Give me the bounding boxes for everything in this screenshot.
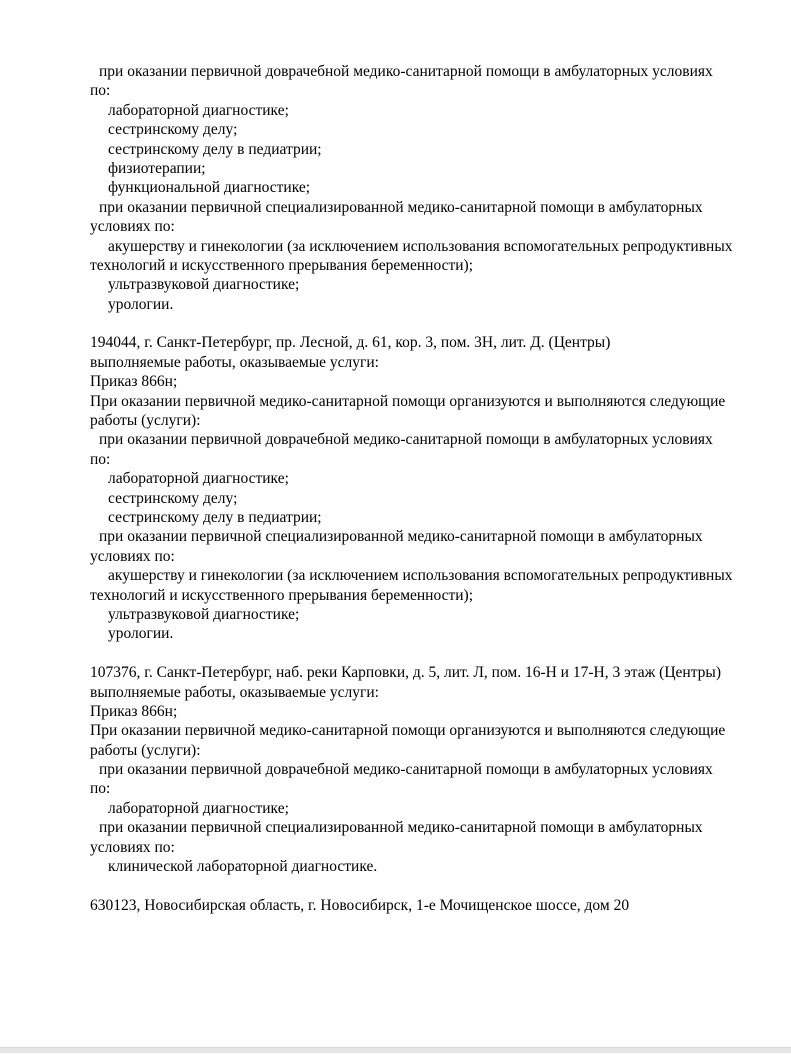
document-line: по: — [90, 450, 111, 468]
document-line: при оказании первичной доврачебной медико-санитарной помощи в амбулаторных условиях — [99, 63, 713, 80]
document-line: при оказании первичной специализированной медико-санитарной помощи в амбулаторных — [99, 528, 703, 546]
document-line: работы (услуги): — [90, 741, 201, 759]
document-line: при оказании первичной специализированной медико-санитарной помощи в амбулаторных — [99, 198, 703, 216]
location-107376-block — [90, 663, 770, 876]
document-line: клинической лабораторной диагностике. — [108, 858, 378, 876]
document-page — [90, 62, 770, 915]
document-line: урологии. — [108, 625, 174, 643]
document-line: сестринскому делу в педиатрии; — [108, 508, 322, 526]
page-bottom-divider — [0, 1047, 791, 1053]
document-line: При оказании первичной медико-санитарной помощи организуются и выполняются следующие — [90, 722, 726, 740]
document-line: 107376, г. Санкт-Петербург, наб. реки Карповки, д. 5, лит. Л, пом. 16-Н и 17-Н, 3 этаж (Центры) — [90, 664, 721, 682]
document-line: при оказании первичной доврачебной медико-санитарной помощи в амбулаторных условиях — [99, 761, 713, 779]
document-line: сестринскому делу; — [108, 489, 238, 507]
document-line: физиотерапии; — [108, 159, 206, 177]
document-line: При оказании первичной медико-санитарной помощи организуются и выполняются следующие — [90, 392, 726, 410]
location-194044-block — [90, 333, 770, 643]
document-line: ультразвуковой диагностике; — [108, 605, 300, 623]
document-line: акушерству и гинекологии (за исключением использования вспомогательных репродуктивных — [108, 567, 733, 585]
document-line: по: — [90, 82, 111, 100]
document-line: по: — [90, 780, 111, 798]
document-line: сестринскому делу; — [108, 121, 238, 139]
document-line: сестринскому делу в педиатрии; — [108, 140, 322, 158]
document-line: условиях по: — [90, 218, 175, 236]
document-line: лабораторной диагностике; — [108, 470, 289, 488]
services-continuation-block — [90, 62, 770, 314]
document-line: выполняемые работы, оказываемые услуги: — [90, 353, 379, 371]
document-line: Приказ 866н; — [90, 702, 178, 720]
document-line: 194044, г. Санкт-Петербург, пр. Лесной, д. 61, кор. 3, пом. 3Н, лит. Д. (Центры) — [90, 334, 611, 352]
document-line: технологий и искусственного прерывания беременности); — [90, 256, 474, 274]
document-line: условиях по: — [90, 838, 175, 856]
document-line: акушерству и гинекологии (за исключением использования вспомогательных репродуктивных — [108, 237, 733, 255]
document-line: лабораторной диагностике; — [108, 101, 289, 119]
document-line: ультразвуковой диагностике; — [108, 276, 300, 294]
document-line: при оказании первичной специализированной медико-санитарной помощи в амбулаторных — [99, 819, 703, 837]
document-line: Приказ 866н; — [90, 373, 178, 391]
document-line: условиях по: — [90, 547, 175, 565]
document-line: урологии. — [108, 295, 174, 313]
document-line: технологий и искусственного прерывания беременности); — [90, 586, 474, 604]
document-line: лабораторной диагностике; — [108, 799, 289, 817]
document-line: работы (услуги): — [90, 412, 201, 430]
document-line: при оказании первичной доврачебной медико-санитарной помощи в амбулаторных условиях — [99, 431, 713, 449]
document-line: функциональной диагностике; — [108, 179, 311, 197]
document-line: 630123, Новосибирская область, г. Новосибирск, 1-е Мочищенское шоссе, дом 20 — [90, 896, 630, 914]
document-line: выполняемые работы, оказываемые услуги: — [90, 683, 379, 701]
location-630123-block — [90, 896, 770, 915]
